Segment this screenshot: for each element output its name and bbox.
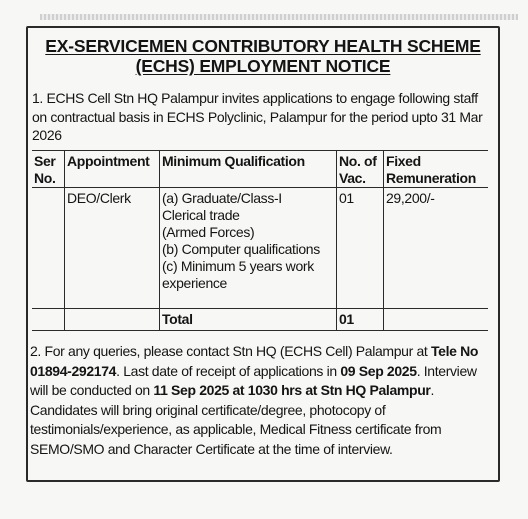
cell-qualification (160, 188, 337, 309)
para2-text-3: . Interview will be conducted on (30, 362, 477, 398)
header-appointment: Appointment (65, 151, 160, 188)
previous-article-edge (40, 14, 518, 20)
cell-vacancies: 01 (337, 188, 384, 309)
table-row (32, 188, 488, 309)
table-header-row (32, 151, 488, 188)
total-label: Total (160, 309, 337, 331)
last-date: 09 Sep 2025 (340, 362, 417, 379)
contact-phone: Tele No 01894-292174 (30, 343, 479, 379)
qualification-line: experience (162, 275, 227, 291)
table-total-row (32, 309, 488, 331)
qualification-line: (b) Computer qualifications (162, 241, 320, 257)
paragraph-1: 1. ECHS Cell Stn HQ Palampur invites applications to engage following staff on contractual basis in ECHS Polyclinic, Palampur for the period upto 31 Mar 2026 (32, 90, 483, 143)
qualification-line: Clerical trade (162, 207, 240, 223)
para2-text-1: 2. For any queries, please contact Stn HQ (ECHS Cell) Palampur at (30, 343, 431, 359)
para2-text-2: . Last date of receipt of applications in (116, 362, 341, 379)
interview-details: 11 Sep 2025 at 1030 hrs at Stn HQ Palampur (153, 382, 431, 398)
total-empty-ser (32, 309, 65, 331)
cell-remuneration: 29,200/- (384, 188, 489, 309)
total-empty-appointment (65, 309, 160, 331)
vacancy-table (32, 150, 488, 331)
qualification-line: (a) Graduate/Class-I (162, 190, 282, 206)
header-remuneration: Fixed Remuneration (384, 151, 489, 188)
cell-appointment: DEO/Clerk (65, 188, 160, 309)
total-empty-remuneration (384, 309, 489, 331)
paragraph-2 (30, 342, 496, 459)
qualification-line: (c) Minimum 5 years work (162, 258, 314, 274)
qualification-line: (Armed Forces) (162, 224, 255, 240)
header-ser-no: Ser No. (32, 151, 65, 188)
title-line-1: EX-SERVICEMEN CONTRIBUTORY HEALTH SCHEME (45, 36, 481, 56)
cell-ser-no (32, 188, 65, 309)
notice-title (26, 36, 500, 76)
title-line-2: (ECHS) EMPLOYMENT NOTICE (135, 56, 391, 76)
header-vacancies: No. of Vac. (337, 151, 384, 188)
para2-text-4: . Candidates will bring original certificate/degree, photocopy of testimonials/experience, as applicable, Medical Fitness certificate from SEMO/SMO and Character Certificate at the time of interview. (30, 382, 442, 457)
total-value: 01 (337, 309, 384, 331)
header-qualification: Minimum Qualification (160, 151, 337, 188)
